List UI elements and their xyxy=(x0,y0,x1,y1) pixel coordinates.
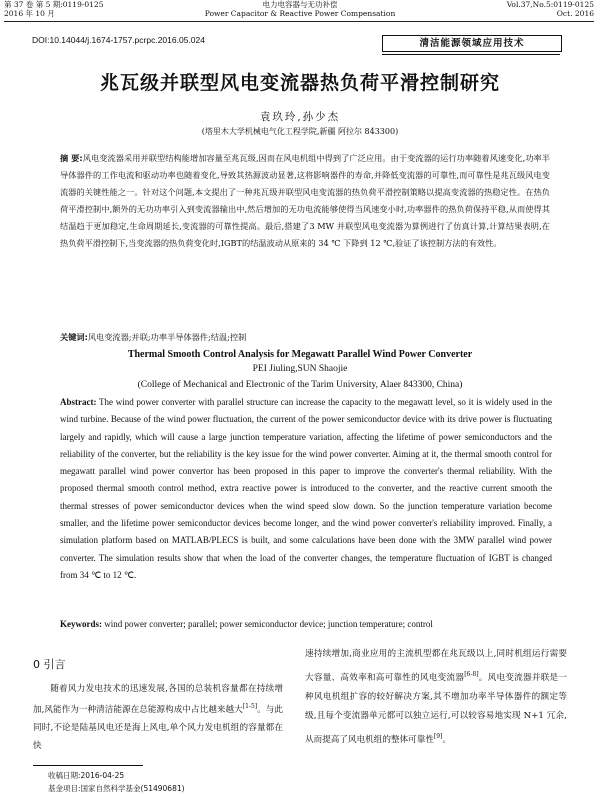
volume-cn: 第 37 卷 第 5 期:0119-0125 xyxy=(4,0,104,9)
intro-right-text: 速持续增加,商业应用的主流机型都在兆瓦级以上,同时机组运行需要大容量、高效率和高可靠性的风电变流器 xyxy=(305,649,567,683)
header-center xyxy=(170,0,430,18)
intro-right-column xyxy=(305,645,567,750)
abstract-cn-label: 摘 要: xyxy=(60,153,83,163)
footnote-rule xyxy=(33,765,143,766)
column-tag: 清洁能源领域应用技术 xyxy=(382,35,562,52)
volume-en: Vol.37,No.5:0119-0125 xyxy=(506,0,594,9)
citation: [1-5] xyxy=(242,703,258,710)
running-header xyxy=(0,0,600,22)
header-right xyxy=(507,0,594,18)
journal-en: Power Capacitor & Reactive Power Compensation xyxy=(204,9,396,18)
journal-cn: 电力电容器与无功补偿 xyxy=(262,0,338,9)
intro-right-text-3: 。 xyxy=(442,734,452,745)
footnote-fund: 基金项目:国家自然科学基金(51490681) xyxy=(48,784,185,793)
keywords-en-label: Keywords: xyxy=(60,619,102,629)
affiliation: (塔里木大学机械电气化工程学院,新疆 阿拉尔 843300) xyxy=(201,127,399,136)
abstract-cn-text: 风电变流器采用并联型结构能增加容量至兆瓦级,因而在风电机组中得到了广泛应用。由于变流器的运行功率随着风速变化,功率半导体器件的工作电流和驱动功率也随着变化,导致其热源波动显著,这将影响器件的寿命,并降低变流器的可靠性,而可靠性是兆瓦级风电变流器的关键性能之一。针对这个问题,本文提出了一种兆瓦级并联型风电变流器的热负荷平滑控制策略以提高变流器的热稳定性。在热负荷平滑控制中,额外的无功功率引入到变流器输出中,然后增加的无功电流能够使得当风速变小时,功率器件的热负荷保持平稳,从而使得其结温趋于更加稳定,生命周期延长,变流器的可靠性提高。最后,搭建了3 MW 并联型风电变流器为算例进行了仿真计算,计算结果表明,在热负荷平滑控制下,当变流器的热负荷变化时,IGBT的结温波动从原来的 34 ℃ 下降到 12 ℃,验证了该控制方法的有效性。 xyxy=(60,153,550,248)
header-left xyxy=(4,0,103,18)
abstract-en xyxy=(60,394,552,584)
abstract-en-label: Abstract: xyxy=(60,397,97,407)
keywords-cn-text: 风电变流器;并联;功率半导体器件;结温;控制 xyxy=(87,332,247,342)
footnote-received: 收稿日期:2016-04-25 xyxy=(48,771,125,780)
authors: 袁玖玲,孙少杰 xyxy=(259,111,341,123)
header-rule xyxy=(4,21,594,22)
keywords-cn-label: 关键词: xyxy=(60,332,88,342)
keywords-cn xyxy=(60,332,550,343)
abstract-en-text: The wind power converter with parallel structure can increase the capacity to the megawatt level, so it is widely used in the wind turbine. Because of the wind power fluctuation, the current of the power semiconductor device with its drive power is fluctuating largely and rapidly, which will cause a large junction temperature variation, affecting the lifetime of power semiconductors and the reliability of the converter, but the reliability is the key issue for the wind power converter. Aiming at it, the thermal smooth control for megawatt parallel wind power convertor has been proposed in this paper to improve the converter's thermal reliability. With the proposed thermal smooth control method, extra reactive power is introduced to the converter, and the reactive current smooth the thermal stresses of power semiconductor devices when the wind speed slow down. So the junction temperature variation become smaller, and the lifetime power semiconductor devices become longer, and the wind power converter's reliability improved. Finally, a simulation platform based on MATLAB/PLECS is built, and some calculations have been done with the 3MW parallel wind power converter. The simulation results show that when the load of the converter changes, the temperature fluctuation of IGBT is changed from 34 ℃ to 12 ℃. xyxy=(60,397,552,580)
section-heading-intro: 0 引言 xyxy=(33,658,66,671)
keywords-en-text: wind power converter; parallel; power semiconductor device; junction temperature; control xyxy=(102,619,433,629)
column-tag-rule xyxy=(382,54,560,55)
citation: [9] xyxy=(433,732,443,740)
affiliation-en: (College of Mechanical and Electronic of the Tarim University, Alaer 843300, China) xyxy=(137,380,463,390)
authors-en: PEI Jiuling,SUN Shaojie xyxy=(252,364,348,374)
date-en: Oct. 2016 xyxy=(556,9,594,18)
intro-left-text-2: 。与此同时,不论是陆基风电还是海上风电,单个风力发电机组的容量都在快 xyxy=(33,704,283,751)
keywords-en xyxy=(60,619,552,629)
citation: [6-8] xyxy=(464,670,479,678)
date-cn: 2016 年 10 月 xyxy=(4,9,55,18)
abstract-cn xyxy=(60,150,550,252)
intro-left-column xyxy=(33,680,283,755)
paper-title: 兆瓦级并联型风电变流器热负荷平滑控制研究 xyxy=(99,72,500,94)
intro-left-text: 随着风力发电技术的迅速发展,各国的总装机容量都在持续增加,风能作为一种清洁能源在总能源构成中占比越来越大 xyxy=(33,684,283,715)
intro-right-text-2: 。风电变流器并联是一种风电机组扩容的较好解决方案,其不增加功率半导体器件的额定等级,且每个变流器单元都可以独立运行,可以较容易地实现 N+1 冗余,从而提高了风电机组的整体可靠性 xyxy=(305,672,567,745)
doi: DOI:10.14044/j.1674-1757.pcrpc.2016.05.024 xyxy=(32,35,205,45)
title-en: Thermal Smooth Control Analysis for Megawatt Parallel Wind Power Converter xyxy=(127,349,473,360)
